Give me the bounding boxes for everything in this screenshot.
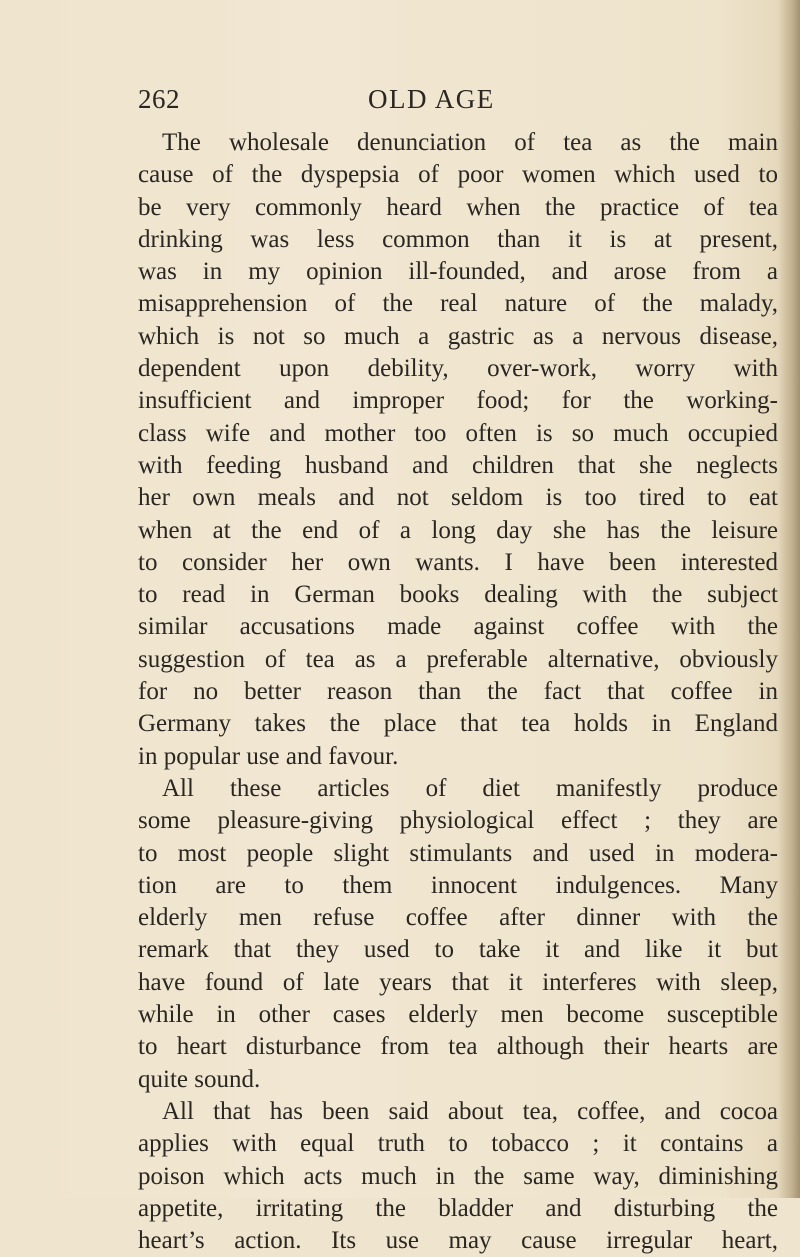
text-line: drinking was less common than it is at present, [138,225,778,253]
text-line: remark that they used to take it and like it but [138,936,778,964]
text-line: appetite, irritating the bladder and disturbing the [138,1194,778,1222]
page-header [138,84,778,118]
text-line: insufficient and improper food; for the working- [138,387,778,415]
text-line: cause of the dyspepsia of poor women which used to [138,161,778,189]
text-line: be very commonly heard when the practice of tea [138,193,778,221]
text-line: All that has been said about tea, coffee, and cocoa [162,1097,778,1125]
text-line: Germany takes the place that tea holds in England [138,710,778,738]
text-line: dependent upon debility, over-work, worry with [138,355,778,383]
text-line: applies with equal truth to tobacco ; it contains a [138,1130,778,1158]
page-edge-shadow [778,0,800,1198]
text-line: All these articles of diet manifestly produce [162,774,778,802]
text-line: her own meals and not seldom is too tired to eat [138,484,778,512]
text-line: to consider her own wants. I have been interested [138,548,778,576]
text-line: for no better reason than the fact that coffee in [138,678,778,706]
text-line: which is not so much a gastric as a nervous disease, [138,322,778,350]
text-line: misapprehension of the real nature of the malady, [138,290,778,318]
running-head: OLD AGE [368,84,495,114]
text-line: to read in German books dealing with the subject [138,581,778,609]
text-line: suggestion of tea as a preferable alternative, obviously [138,645,778,673]
text-line: to most people slight stimulants and used in modera- [138,839,778,867]
text-line: similar accusations made against coffee with the [138,613,778,641]
text-line: to heart disturbance from tea although their hearts are [138,1033,778,1061]
text-line: when at the end of a long day she has the leisure [138,516,778,544]
body-text [138,127,778,1257]
text-line: while in other cases elderly men become susceptible [138,1001,778,1029]
text-line: tion are to them innocent indulgences. Many [138,871,778,899]
text-line: class wife and mother too often is so much occupied [138,419,778,447]
text-line: some pleasure-giving physiological effect ; they are [138,807,778,835]
text-line: heart’s action. Its use may cause irregular heart, [138,1227,778,1255]
text-line: with feeding husband and children that she neglects [138,451,778,479]
text-line: in popular use and favour. [138,742,399,770]
text-line: have found of late years that it interferes with sleep, [138,968,778,996]
text-line: poison which acts much in the same way, diminishing [138,1162,778,1190]
text-line: elderly men refuse coffee after dinner with the [138,904,778,932]
text-line: The wholesale denunciation of tea as the main [162,129,778,156]
text-line: quite sound. [138,1065,261,1093]
page-number: 262 [138,84,180,114]
text-line: was in my opinion ill-founded, and arose from a [138,258,778,286]
